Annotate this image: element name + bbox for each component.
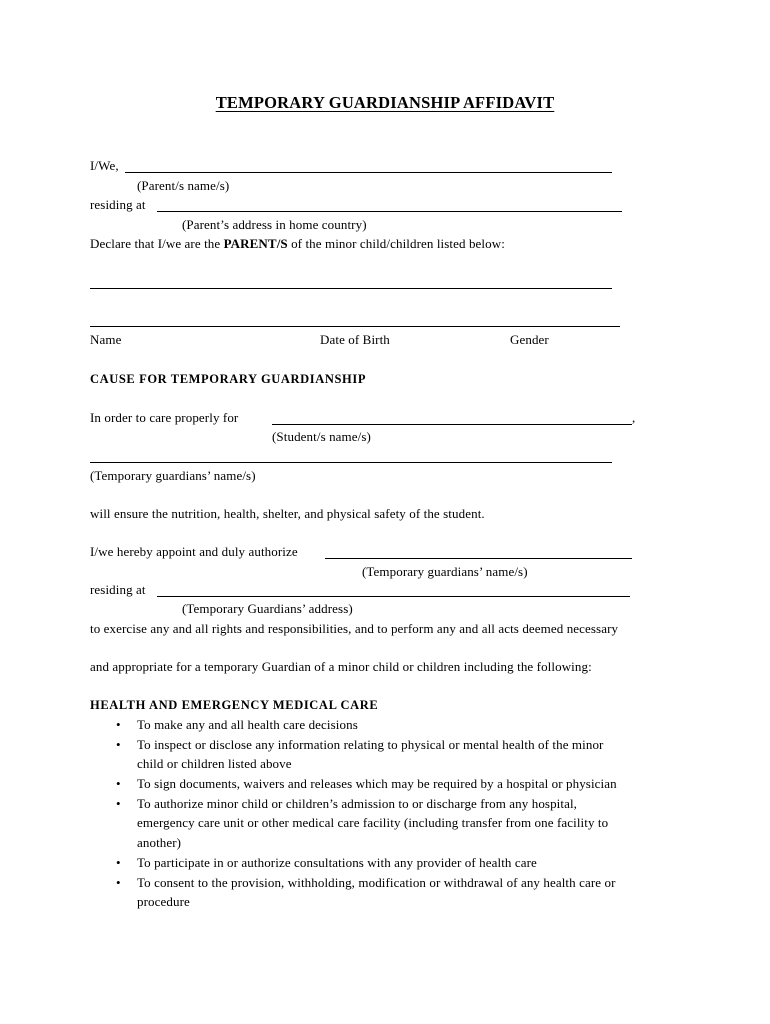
column-name: Name — [90, 332, 122, 347]
health-item-2: To inspect or disclose any information relating to physical or mental health of the minor — [137, 737, 604, 752]
guardians-name-field[interactable] — [90, 462, 612, 463]
ensure-statement: will ensure the nutrition, health, shelter, and physical safety of the student. — [90, 506, 485, 521]
iwe-label: I/We, — [90, 158, 119, 173]
parents-address-field[interactable] — [157, 211, 622, 212]
guardians-name-caption: (Temporary guardians’ name/s) — [90, 468, 256, 483]
health-item-5: To participate in or authorize consultations with any provider of health care — [137, 855, 537, 870]
students-name-caption: (Student/s name/s) — [272, 429, 371, 444]
guardian-address-caption: (Temporary Guardians’ address) — [182, 601, 353, 616]
health-heading: HEALTH AND EMERGENCY MEDICAL CARE — [90, 698, 379, 712]
residing-label: residing at — [90, 197, 146, 212]
health-item-4-cont-2: another) — [137, 835, 182, 850]
bullet-icon: • — [116, 875, 121, 890]
care-comma: , — [632, 410, 636, 425]
cause-heading: CAUSE FOR TEMPORARY GUARDIANSHIP — [90, 372, 367, 386]
parents-name-caption: (Parent/s name/s) — [137, 178, 230, 193]
health-item-4: To authorize minor child or children’s admission to or discharge from any hospital, — [137, 796, 578, 811]
bullet-icon: • — [116, 796, 121, 811]
document-title: TEMPORARY GUARDIANSHIP AFFIDAVIT — [215, 93, 555, 112]
column-date-of-birth: Date of Birth — [320, 332, 390, 347]
appoint-guardians-field[interactable] — [325, 558, 632, 559]
bullet-icon: • — [116, 855, 121, 870]
appropriate-statement: and appropriate for a temporary Guardian of a minor child or children including the following: — [90, 659, 592, 674]
exercise-statement: to exercise any and all rights and responsibilities, and to perform any and all acts deemed necessary — [90, 621, 619, 636]
guardian-address-field[interactable] — [157, 596, 630, 597]
health-item-6-cont: procedure — [137, 894, 190, 909]
appoint-guardians-caption: (Temporary guardians’ name/s) — [362, 564, 528, 579]
appoint-label: I/we hereby appoint and duly authorize — [90, 544, 298, 559]
child-line-2[interactable] — [90, 326, 620, 327]
parents-name-field[interactable] — [125, 172, 612, 173]
health-item-3: To sign documents, waivers and releases which may be required by a hospital or physician — [137, 776, 617, 791]
parents-address-caption: (Parent’s address in home country) — [182, 217, 367, 232]
health-item-6: To consent to the provision, withholding, modification or withdrawal of any health care or — [137, 875, 616, 890]
health-item-4-cont-1: emergency care unit or other medical care facility (including transfer from one facility to — [137, 815, 609, 830]
column-gender: Gender — [510, 332, 549, 347]
bullet-icon: • — [116, 776, 121, 791]
health-item-1: To make any and all health care decisions — [137, 717, 358, 732]
bullet-icon: • — [116, 717, 121, 732]
care-label: In order to care properly for — [90, 410, 239, 425]
guardian-residing-label: residing at — [90, 582, 146, 597]
students-name-field[interactable] — [272, 424, 632, 425]
declare-statement: Declare that I/we are the PARENT/S of the minor child/children listed below: — [90, 236, 505, 251]
bullet-icon: • — [116, 737, 121, 752]
health-item-2-cont: child or children listed above — [137, 756, 292, 771]
child-line-1[interactable] — [90, 288, 612, 289]
